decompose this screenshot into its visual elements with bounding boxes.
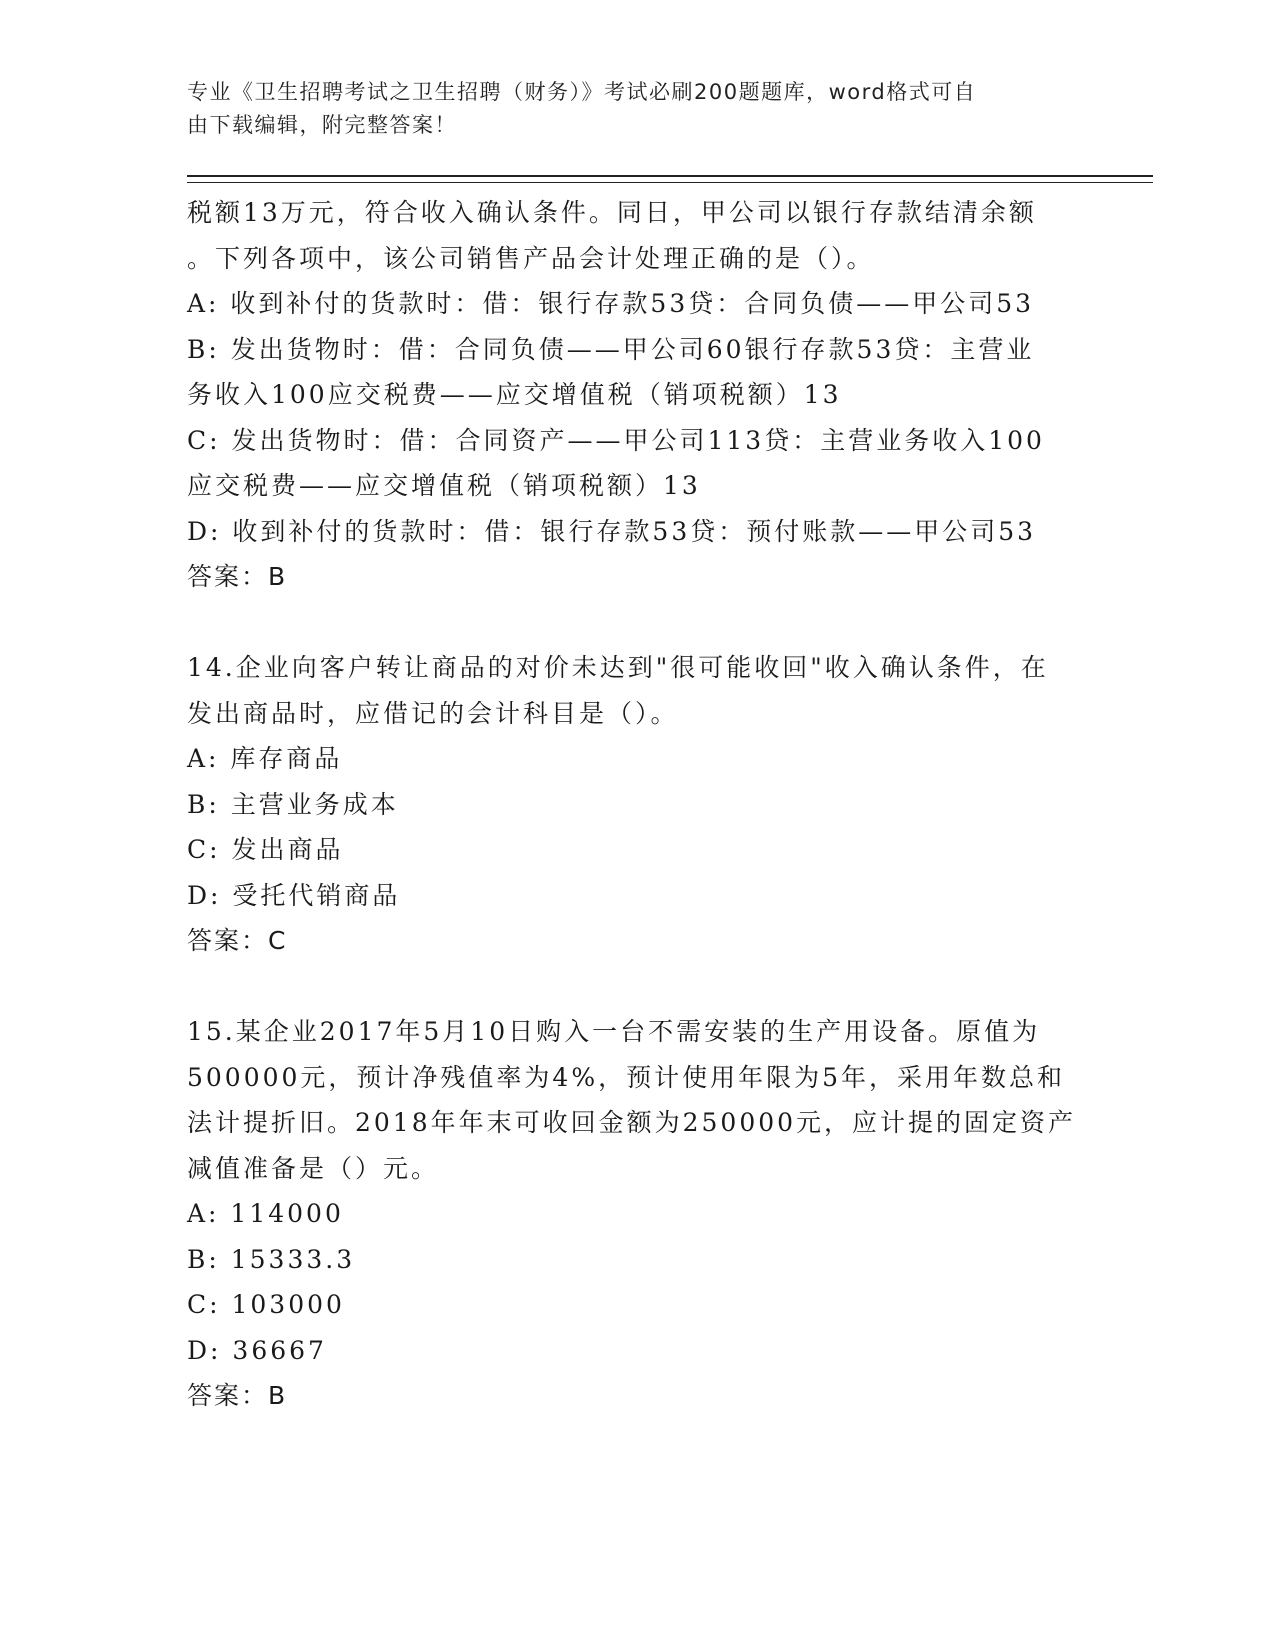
option-a: A: 收到补付的货款时：借：银行存款53贷：合同负债——甲公司53 [187, 289, 1035, 318]
page-header [187, 76, 1067, 142]
answer: 答案：C [187, 926, 288, 955]
question-13 [187, 190, 1087, 600]
header-divider-thick [187, 175, 1153, 177]
option-a: A: 库存商品 [187, 744, 343, 773]
question-15 [187, 1009, 1087, 1419]
header-line-1: 专业《卫生招聘考试之卫生招聘（财务）》考试必刷200题题库，word格式可自 [187, 80, 977, 104]
question-14 [187, 645, 1087, 964]
spacer [187, 964, 1087, 1010]
option-d: D: 收到补付的货款时：借：银行存款53贷：预付账款——甲公司53 [187, 516, 1037, 546]
option-c: C: 发出商品 [187, 835, 344, 864]
option-b: B: 15333.3 [187, 1244, 356, 1274]
question-stem-line: 。下列各项中，该公司销售产品会计处理正确的是（）。 [187, 243, 875, 273]
option-c: C: 103000 [187, 1290, 345, 1319]
answer: 答案：B [187, 562, 288, 591]
question-stem-line: 减值准备是（）元。 [187, 1153, 440, 1183]
option-d: D: 36667 [187, 1335, 327, 1365]
option-d: D: 受托代销商品 [187, 880, 401, 910]
option-b-line-1: B: 发出货物时：借：合同负债——甲公司60银行存款53贷：主营业 [187, 334, 1035, 364]
option-b: B: 主营业务成本 [187, 789, 399, 819]
question-stem-line: 500000元，预计净残值率为4%，预计使用年限为5年，采用年数总和 [187, 1062, 1066, 1092]
header-divider-thin [187, 182, 1153, 183]
spacer [187, 600, 1087, 646]
option-b-line-2: 务收入100应交税费——应交增值税（销项税额）13 [187, 380, 842, 409]
option-c-line-1: C: 发出货物时：借：合同资产——甲公司113贷：主营业务收入100 [187, 425, 1045, 455]
question-stem-line: 法计提折旧。2018年年末可收回金额为250000元，应计提的固定资产 [187, 1108, 1077, 1137]
answer: 答案：B [187, 1381, 288, 1410]
question-stem-line: 税额13万元，符合收入确认条件。同日，甲公司以银行存款结清余额 [187, 198, 1037, 227]
header-line-2: 由下载编辑，附完整答案！ [187, 113, 457, 137]
question-stem-line: 15.某企业2017年5月10日购入一台不需安装的生产用设备。原值为 [187, 1017, 1041, 1046]
option-a: A: 114000 [187, 1199, 344, 1228]
question-content [187, 190, 1087, 1419]
question-stem-line: 14.企业向客户转让商品的对价未达到"很可能收回"收入确认条件，在 [187, 653, 1049, 682]
option-c-line-2: 应交税费——应交增值税（销项税额）13 [187, 471, 701, 500]
question-stem-line: 发出商品时，应借记的会计科目是（）。 [187, 698, 679, 728]
